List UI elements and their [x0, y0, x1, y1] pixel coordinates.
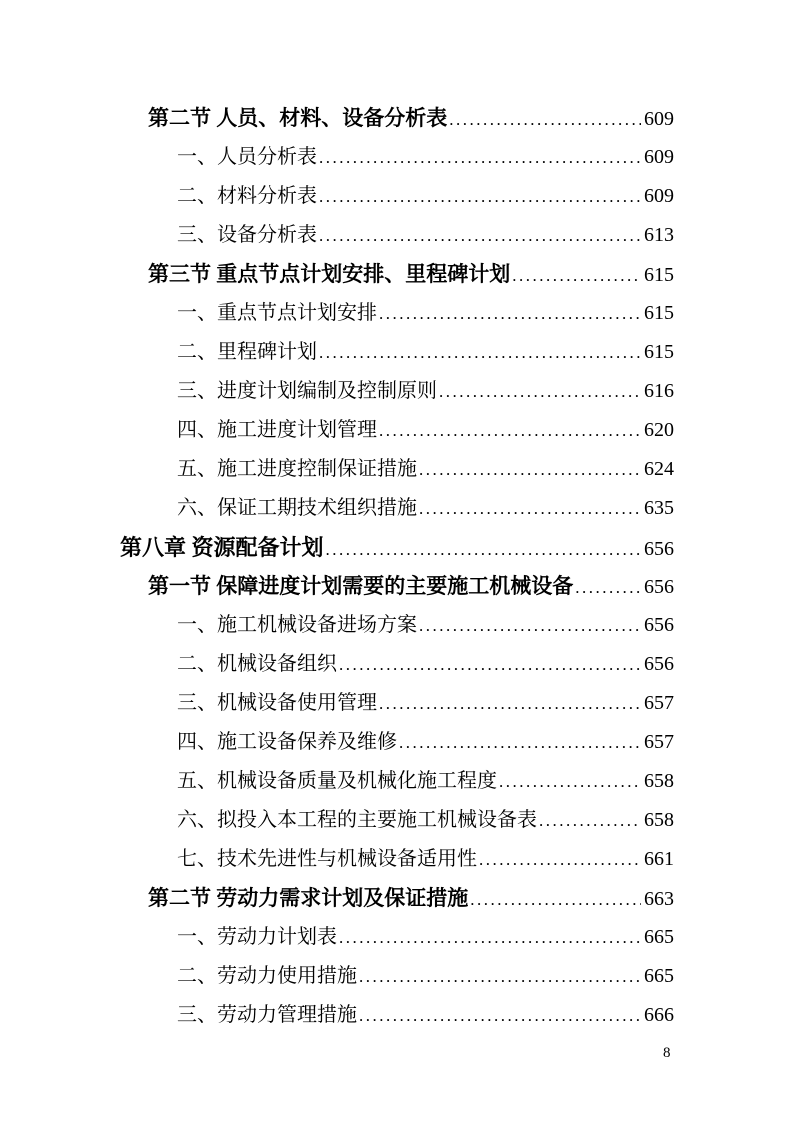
- toc-entry-page: 615: [644, 264, 674, 286]
- toc-entry-label: 第二节 劳动力需求计划及保证措施: [148, 886, 469, 910]
- toc-entry-page: 657: [644, 692, 674, 714]
- toc-entry[interactable]: [0, 99, 793, 138]
- toc-entry-label: 六、拟投入本工程的主要施工机械设备表: [177, 809, 537, 831]
- toc-entry[interactable]: [0, 840, 793, 879]
- toc-entry-page: 609: [644, 146, 674, 168]
- toc-entry-page: 656: [644, 538, 674, 560]
- toc-entry[interactable]: [0, 177, 793, 216]
- toc-entry-label: 二、里程碑计划: [177, 341, 317, 363]
- dot-leader: [439, 372, 641, 411]
- toc-entry[interactable]: [0, 528, 793, 567]
- toc-entry-label: 二、机械设备组织: [177, 653, 337, 675]
- dot-leader: [399, 723, 641, 762]
- toc-entry-label: 二、劳动力使用措施: [177, 965, 357, 987]
- toc-entry-page: 609: [644, 108, 674, 130]
- toc-entry[interactable]: [0, 801, 793, 840]
- toc-entry-page: 661: [644, 848, 674, 870]
- dot-leader: [359, 996, 641, 1035]
- toc-entry-label: 四、施工设备保养及维修: [177, 731, 397, 753]
- toc-entry[interactable]: [0, 333, 793, 372]
- dot-leader: [539, 801, 641, 840]
- dot-leader: [379, 294, 641, 333]
- toc-entry-label: 七、技术先进性与机械设备适用性: [177, 848, 477, 870]
- toc-entry[interactable]: [0, 645, 793, 684]
- toc-entry[interactable]: [0, 216, 793, 255]
- toc-entry-label: 第一节 保障进度计划需要的主要施工机械设备: [148, 574, 574, 598]
- toc-entry-label: 六、保证工期技术组织措施: [177, 497, 417, 519]
- toc-entry[interactable]: [0, 918, 793, 957]
- dot-leader: [359, 957, 641, 996]
- toc-entry[interactable]: [0, 996, 793, 1035]
- toc-entry-page: 656: [644, 576, 674, 598]
- toc-entry-page: 624: [644, 458, 674, 480]
- toc-entry[interactable]: [0, 723, 793, 762]
- toc-entry-page: 620: [644, 419, 674, 441]
- toc-entry-label: 一、重点节点计划安排: [177, 302, 377, 324]
- toc-entry-label: 三、劳动力管理措施: [177, 1004, 357, 1026]
- toc-entry[interactable]: [0, 762, 793, 801]
- toc-entry-page: 663: [644, 888, 674, 910]
- toc-entry-label: 第三节 重点节点计划安排、里程碑计划: [148, 262, 511, 286]
- toc-entry-page: 658: [644, 770, 674, 792]
- dot-leader: [575, 568, 641, 607]
- page-number: 8: [663, 1045, 671, 1061]
- dot-leader: [479, 840, 641, 879]
- toc-entry-page: 609: [644, 185, 674, 207]
- dot-leader: [449, 100, 641, 139]
- dot-leader: [319, 216, 641, 255]
- toc-entry[interactable]: [0, 957, 793, 996]
- toc-entry-page: 665: [644, 965, 674, 987]
- toc-entry-page: 657: [644, 731, 674, 753]
- toc-entry-label: 第八章 资源配备计划: [120, 535, 324, 560]
- dot-leader: [319, 177, 641, 216]
- toc-entry-label: 四、施工进度计划管理: [177, 419, 377, 441]
- dot-leader: [379, 684, 641, 723]
- toc-entry-page: 656: [644, 653, 674, 675]
- dot-leader: [512, 256, 641, 295]
- toc-entry-label: 三、设备分析表: [177, 224, 317, 246]
- toc-entry-page: 665: [644, 926, 674, 948]
- toc-entry-label: 三、机械设备使用管理: [177, 692, 377, 714]
- table-of-contents: [0, 99, 793, 1035]
- toc-entry[interactable]: [0, 879, 793, 918]
- dot-leader: [339, 645, 641, 684]
- toc-entry-label: 三、进度计划编制及控制原则: [177, 380, 437, 402]
- dot-leader: [326, 530, 641, 569]
- toc-entry[interactable]: [0, 567, 793, 606]
- toc-entry-page: 615: [644, 341, 674, 363]
- toc-entry[interactable]: [0, 684, 793, 723]
- toc-entry-label: 五、施工进度控制保证措施: [177, 458, 417, 480]
- toc-entry[interactable]: [0, 606, 793, 645]
- toc-entry-label: 一、施工机械设备进场方案: [177, 614, 417, 636]
- dot-leader: [419, 489, 641, 528]
- toc-entry[interactable]: [0, 450, 793, 489]
- toc-entry[interactable]: [0, 138, 793, 177]
- toc-entry-page: 613: [644, 224, 674, 246]
- dot-leader: [419, 450, 641, 489]
- toc-entry[interactable]: [0, 489, 793, 528]
- toc-entry-label: 二、材料分析表: [177, 185, 317, 207]
- toc-entry-page: 616: [644, 380, 674, 402]
- dot-leader: [319, 333, 641, 372]
- dot-leader: [379, 411, 641, 450]
- dot-leader: [499, 762, 641, 801]
- dot-leader: [419, 606, 641, 645]
- toc-entry-page: 615: [644, 302, 674, 324]
- toc-entry[interactable]: [0, 372, 793, 411]
- toc-entry-page: 658: [644, 809, 674, 831]
- toc-entry[interactable]: [0, 294, 793, 333]
- toc-entry[interactable]: [0, 255, 793, 294]
- toc-entry[interactable]: [0, 411, 793, 450]
- toc-entry-page: 635: [644, 497, 674, 519]
- toc-entry-label: 一、人员分析表: [177, 146, 317, 168]
- dot-leader: [339, 918, 641, 957]
- toc-entry-label: 五、机械设备质量及机械化施工程度: [177, 770, 497, 792]
- toc-entry-page: 666: [644, 1004, 674, 1026]
- toc-entry-label: 第二节 人员、材料、设备分析表: [148, 106, 448, 130]
- dot-leader: [319, 138, 641, 177]
- toc-entry-label: 一、劳动力计划表: [177, 926, 337, 948]
- dot-leader: [470, 880, 641, 919]
- toc-entry-page: 656: [644, 614, 674, 636]
